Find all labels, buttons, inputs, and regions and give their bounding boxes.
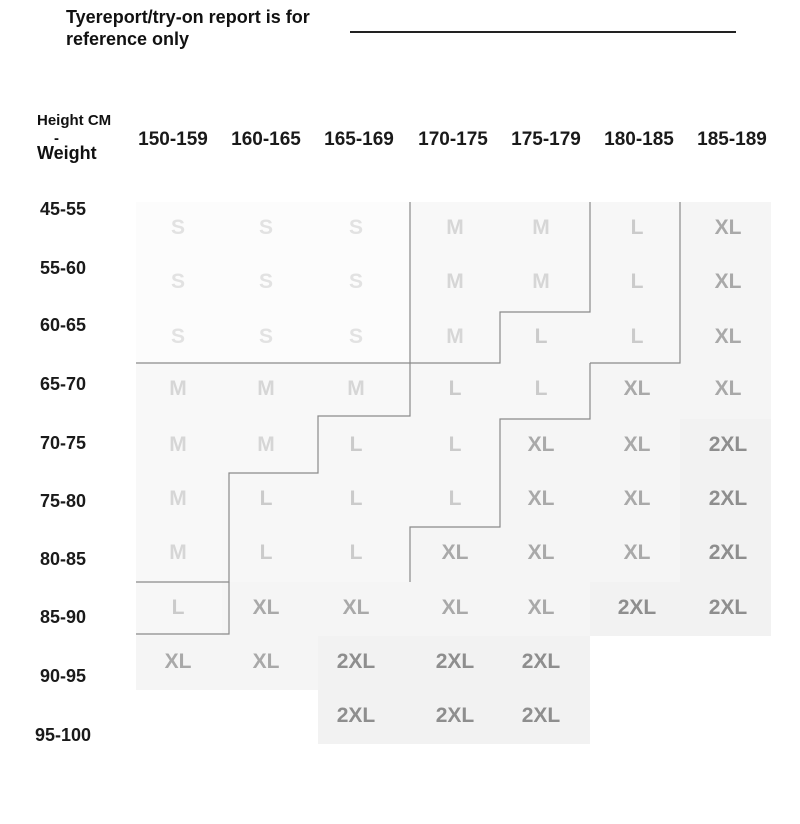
size-cell: M — [169, 433, 187, 456]
row-header: 75-80 — [39, 491, 87, 511]
size-cell: 2XL — [336, 650, 376, 673]
reference-notice: Tyereport/try-on report is for reference only — [66, 7, 310, 49]
size-cell: M — [446, 325, 464, 348]
size-cell: L — [448, 377, 462, 400]
size-cell: M — [169, 487, 187, 510]
size-cell: 2XL — [336, 704, 376, 727]
boundary-line — [410, 363, 590, 582]
size-cell: XL — [252, 650, 280, 673]
size-cell: L — [630, 216, 644, 239]
size-cell: XL — [623, 487, 651, 510]
boundary-line — [410, 202, 590, 363]
size-cell: M — [257, 377, 275, 400]
corner-weight-label: Weight — [37, 143, 97, 163]
size-cell: M — [446, 216, 464, 239]
size-cell: XL — [164, 650, 192, 673]
size-cell: 2XL — [521, 704, 561, 727]
column-header: 180-185 — [604, 129, 674, 150]
size-cell: 2XL — [521, 650, 561, 673]
size-cell: L — [349, 433, 363, 456]
size-cell: L — [448, 433, 462, 456]
corner-separator: - — [54, 130, 59, 147]
size-cell: 2XL — [708, 596, 748, 619]
size-cell: L — [630, 325, 644, 348]
boundary-line — [590, 202, 680, 363]
size-cell: S — [348, 325, 363, 348]
size-cell: S — [258, 325, 273, 348]
column-header: 150-159 — [138, 129, 208, 150]
size-cell: S — [348, 216, 363, 239]
size-cell: M — [446, 270, 464, 293]
size-cell: XL — [441, 541, 469, 564]
size-cell: 2XL — [708, 487, 748, 510]
size-cell: XL — [714, 325, 742, 348]
size-cell: L — [349, 541, 363, 564]
size-cell: S — [170, 325, 185, 348]
boundary-line — [136, 202, 410, 363]
size-cell: XL — [252, 596, 280, 619]
row-header: 95-100 — [34, 725, 92, 745]
size-cell: XL — [714, 377, 742, 400]
size-cell: S — [170, 216, 185, 239]
row-header: 65-70 — [39, 374, 87, 394]
column-header: 170-175 — [418, 129, 488, 150]
size-cell: S — [170, 270, 185, 293]
size-cell: XL — [441, 596, 469, 619]
size-cell: XL — [714, 270, 742, 293]
column-header: 165-169 — [324, 129, 394, 150]
column-header: 175-179 — [511, 129, 581, 150]
boundary-line — [136, 363, 410, 582]
row-header: 55-60 — [39, 258, 87, 278]
size-cell: M — [532, 216, 550, 239]
size-cell: XL — [527, 487, 555, 510]
size-cell: XL — [527, 596, 555, 619]
size-cell: 2XL — [708, 433, 748, 456]
row-header: 80-85 — [39, 549, 87, 569]
size-cell: XL — [527, 541, 555, 564]
size-cell: XL — [623, 541, 651, 564]
size-cell: M — [169, 377, 187, 400]
size-cell: L — [349, 487, 363, 510]
size-cell: M — [169, 541, 187, 564]
size-cell: L — [534, 377, 548, 400]
column-header: 185-189 — [697, 129, 767, 150]
size-cell: L — [630, 270, 644, 293]
size-cell: XL — [342, 596, 370, 619]
size-cell: 2XL — [617, 596, 657, 619]
size-cell: L — [171, 596, 185, 619]
size-cell: L — [448, 487, 462, 510]
size-cell: S — [258, 216, 273, 239]
column-header: 160-165 — [231, 129, 301, 150]
row-header: 70-75 — [39, 433, 87, 453]
size-cell: L — [534, 325, 548, 348]
size-cell: M — [347, 377, 365, 400]
size-cell: L — [259, 487, 273, 510]
size-cell: XL — [623, 433, 651, 456]
size-cell: 2XL — [435, 650, 475, 673]
row-header: 90-95 — [39, 666, 87, 686]
size-cell: XL — [623, 377, 651, 400]
size-cell: XL — [714, 216, 742, 239]
row-header: 45-55 — [39, 199, 87, 219]
size-cell: L — [259, 541, 273, 564]
size-cell: 2XL — [708, 541, 748, 564]
size-cell: M — [532, 270, 550, 293]
size-cell: XL — [527, 433, 555, 456]
size-cell: M — [257, 433, 275, 456]
size-cell: 2XL — [435, 704, 475, 727]
corner-height-label: Height CM — [37, 112, 112, 129]
size-cell: S — [258, 270, 273, 293]
row-header: 60-65 — [39, 315, 87, 335]
row-header: 85-90 — [39, 607, 87, 627]
size-cell: S — [348, 270, 363, 293]
boundary-line — [136, 582, 229, 634]
